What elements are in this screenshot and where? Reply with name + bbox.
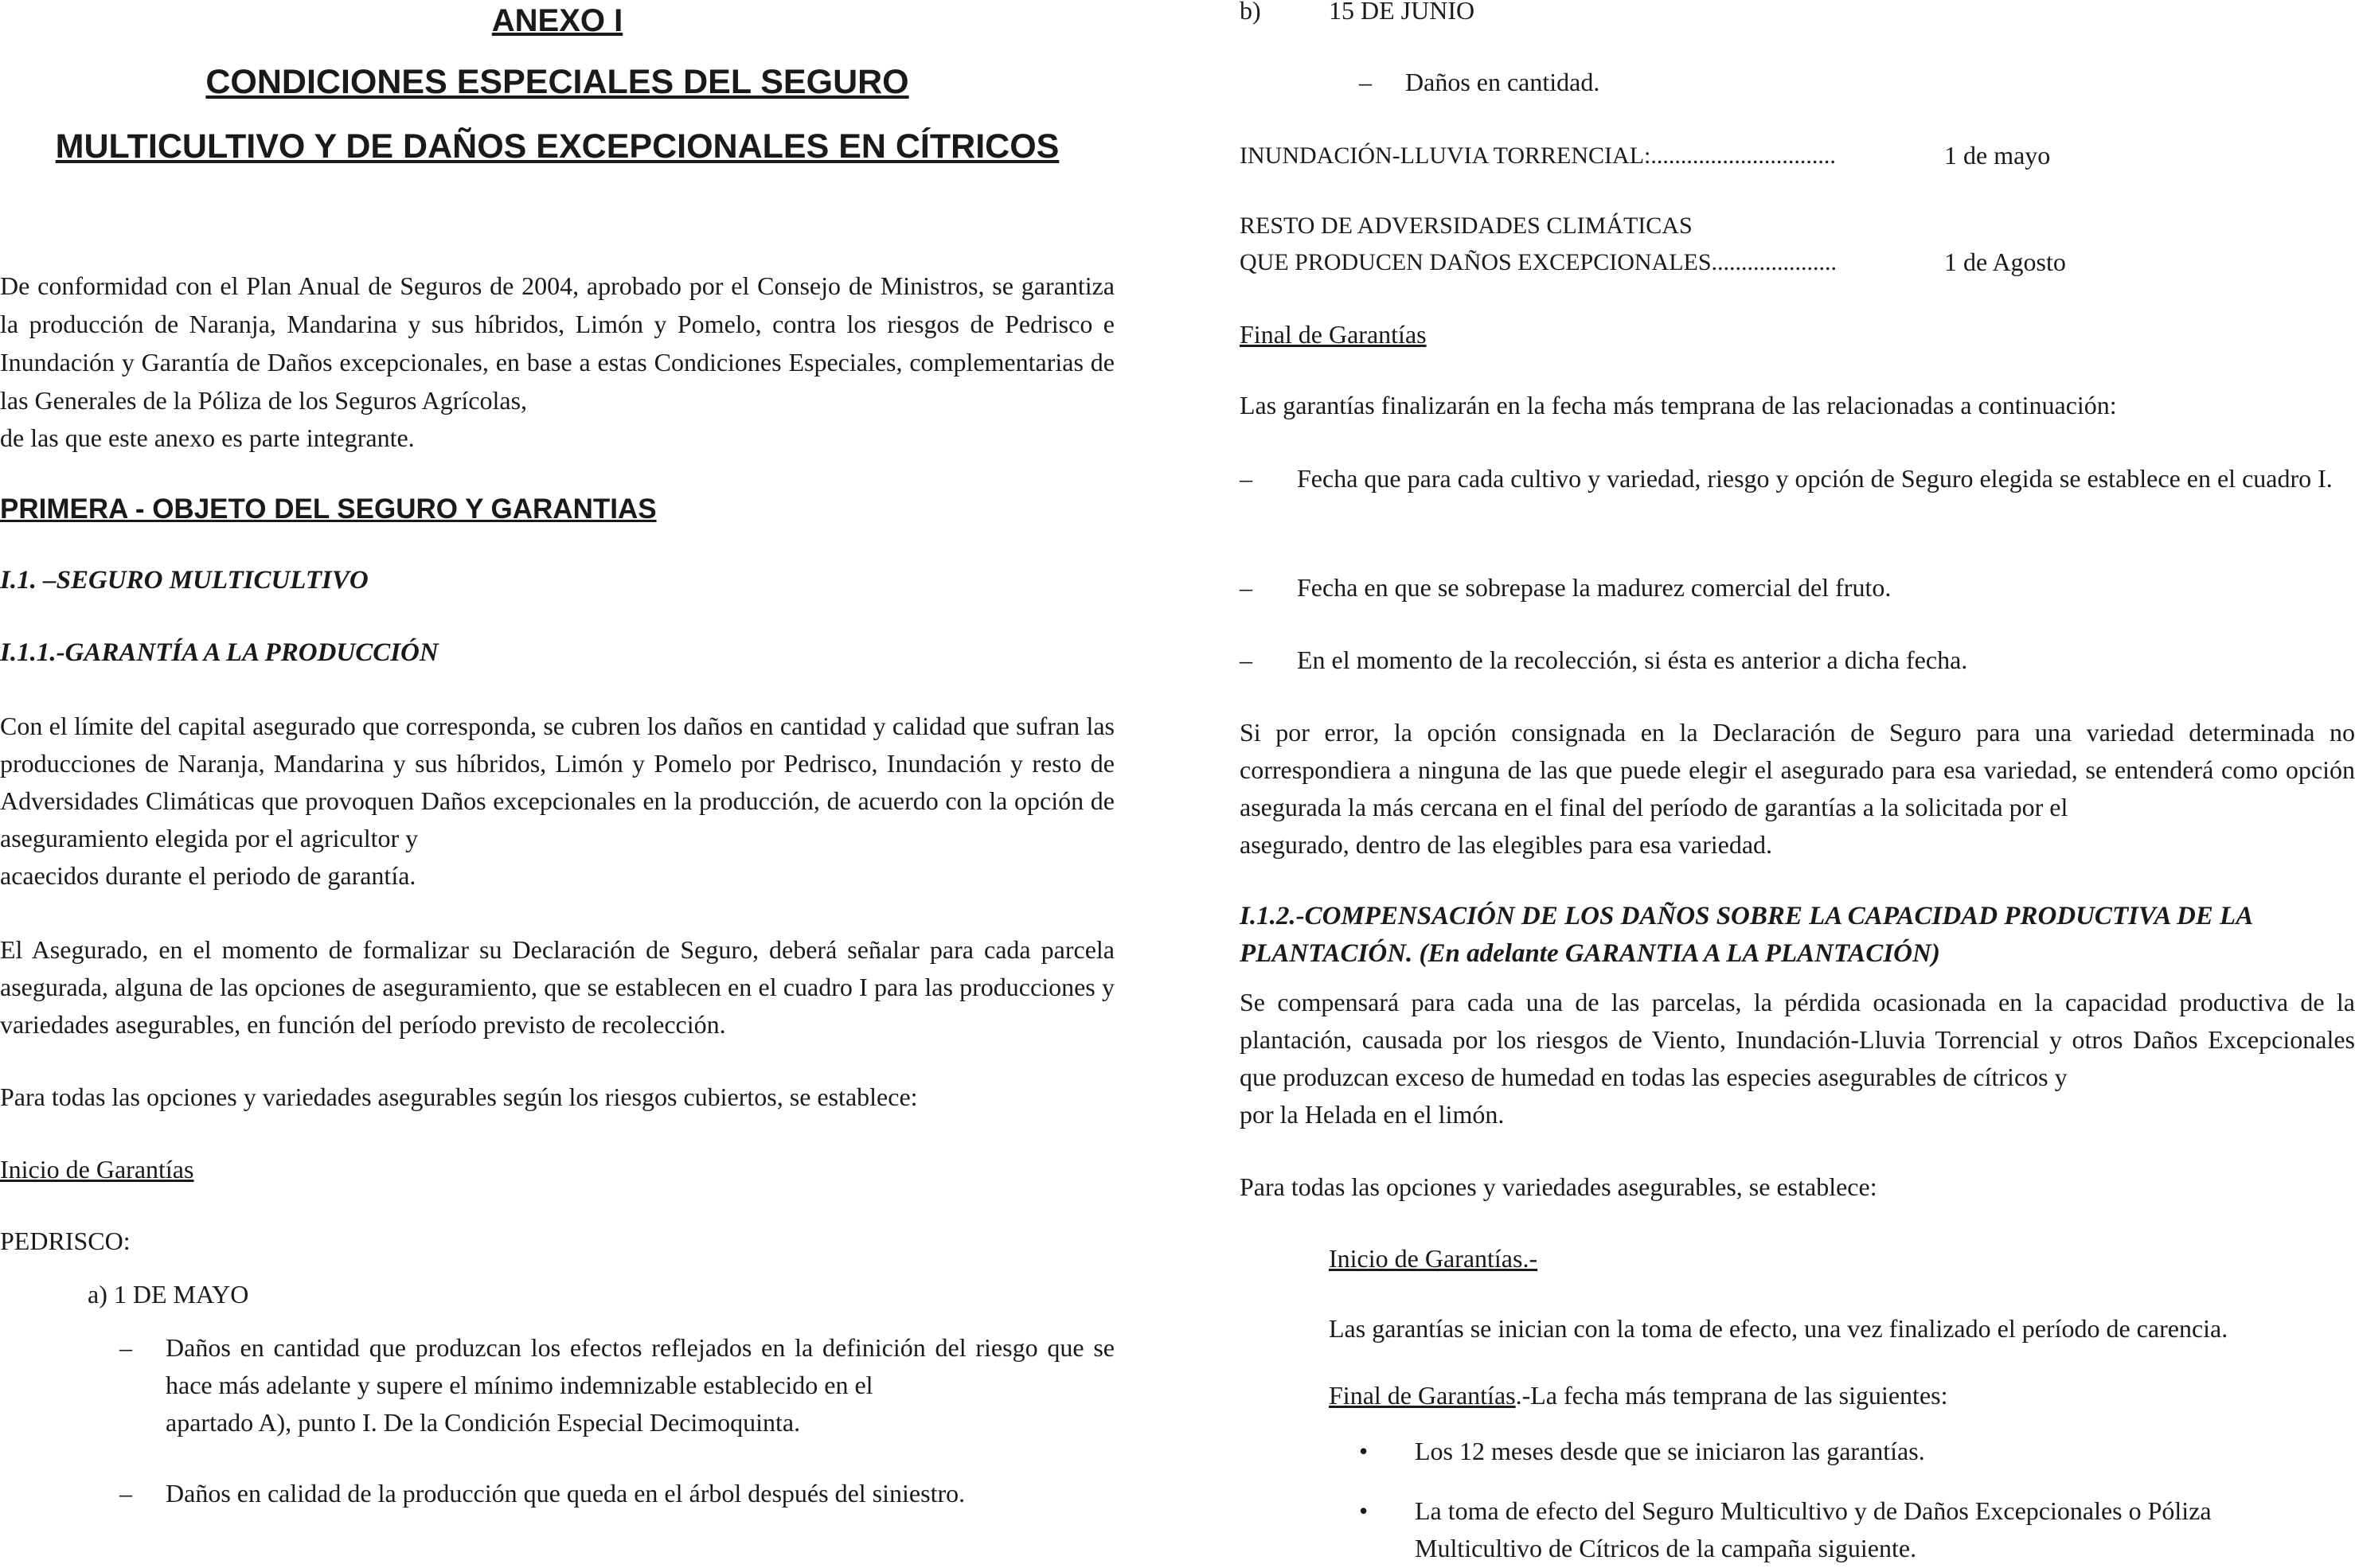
resto-adversidades-label-line-1: RESTO DE ADVERSIDADES CLIMÁTICAS xyxy=(1240,213,1693,239)
inundacion-label: INUNDACIÓN-LLUVIA TORRENCIAL:............................... xyxy=(1240,142,1836,169)
item-b-label: b) xyxy=(1240,0,1261,25)
bullet-toma-efecto: La toma de efecto del Seguro Multicultivo y de Daños Excepcionales o Póliza xyxy=(1415,1496,2212,1525)
item-a-damage-quantity-text: Daños en cantidad que produzcan los efectos reflejados en la definición del riesgo que se hace más adelante y supere el mínimo indemnizable establecido en el xyxy=(166,1333,1115,1399)
final-garantias-intro: Las garantías finalizarán en la fecha más temprana de las relacionadas a continuación: xyxy=(1240,391,2117,419)
dash-bullet: – xyxy=(119,1333,132,1362)
inundacion-date: 1 de mayo xyxy=(1944,141,2051,170)
inicio-garantias-plantacion-text: Las garantías se inician con la toma de efecto, una vez finalizado el período de carencia. xyxy=(1329,1314,2228,1343)
subsection-heading-compensacion: I.1.2.-COMPENSACIÓN DE LOS DAÑOS SOBRE LA CAPACIDAD PRODUCTIVA DE LA xyxy=(1240,902,2254,930)
item-a-damage-quality-text: Daños en calidad de la producción que queda en el árbol después del siniestro. xyxy=(166,1479,966,1508)
dash-bullet: – xyxy=(1240,464,1252,493)
dash-bullet: – xyxy=(1240,573,1252,602)
subsection-heading-seguro-multicultivo: I.1. –SEGURO MULTICULTIVO xyxy=(0,566,369,595)
final-item-madurez: Fecha en que se sobrepase la madurez comercial del fruto. xyxy=(1297,573,1892,602)
resto-adversidades-date: 1 de Agosto xyxy=(1944,248,2066,276)
inicio-garantias-heading: Inicio de Garantías xyxy=(0,1155,194,1184)
options-intro-text: Para todas las opciones y variedades asegurables según los riesgos cubiertos, se establece: xyxy=(0,1082,918,1111)
bullet-12-meses: Los 12 meses desde que se iniciaron las garantías. xyxy=(1415,1437,1925,1465)
annex-title: ANEXO I xyxy=(491,3,623,38)
bullet-toma-efecto-end: Multicultivo de Cítricos de la campaña siguiente. xyxy=(1415,1534,1917,1562)
final-garantias-heading: Final de Garantías xyxy=(1240,320,1427,349)
compensation-paragraph-end: por la Helada en el limón. xyxy=(1240,1100,1505,1129)
document-title-line-2: MULTICULTIVO Y DE DAÑOS EXCEPCIONALES EN CÍTRICOS xyxy=(55,127,1060,166)
subsection-heading-garantia-produccion: I.1.1.-GARANTÍA A LA PRODUCCIÓN xyxy=(0,638,439,667)
bullet-dot: • xyxy=(1359,1496,1369,1525)
error-option-paragraph: Si por error, la opción consignada en la Declaración de Seguro para una variedad determinada no correspondiera a ninguna de las que puede elegir el asegurado para esa variedad, se entenderá como opción asegurada la más cercana en el final del período de garantías a la solicitada por el xyxy=(1240,718,2355,821)
coverage-paragraph: Con el límite del capital asegurado que corresponda, se cubren los daños en cantidad y calidad que sufran las producciones de Naranja, Mandarina y sus híbridos, Limón y Pomelo por Pedrisco, Inundación y resto de Adversidades Climáticas que provoquen Daños excepcionales en la producción, de acuerdo con la opción de aseguramiento elegida por el agricultor y xyxy=(0,712,1115,852)
final-item-fecha-cuadro: Fecha que para cada cultivo y variedad, riesgo y opción de Seguro elegida se establece en el cuadro I. xyxy=(1297,464,2333,493)
subsection-heading-compensacion-end: PLANTACIÓN. (En adelante GARANTIA A LA PLANTACIÓN) xyxy=(1240,939,1940,968)
final-garantias-plantacion xyxy=(1329,1377,1947,1414)
final-garantias-plantacion-text: .-La fecha más temprana de las siguientes: xyxy=(1515,1381,1948,1410)
section-heading-primera: PRIMERA - OBJETO DEL SEGURO Y GARANTIAS xyxy=(0,493,657,525)
item-a-date: a) 1 DE MAYO xyxy=(88,1280,249,1309)
item-a-damage-quantity-text-end: apartado A), punto I. De la Condición Especial Decimoquinta. xyxy=(166,1408,801,1437)
item-b-damage-text: Daños en cantidad. xyxy=(1405,68,1600,96)
resto-adversidades-label-line-2: QUE PRODUCEN DAÑOS EXCEPCIONALES..................... xyxy=(1240,249,1838,275)
coverage-paragraph-end: acaecidos durante el periodo de garantía. xyxy=(0,861,416,890)
option-selection-paragraph: El Asegurado, en el momento de formalizar su Declaración de Seguro, deberá señalar para cada parcela asegurada, alguna de las opciones de aseguramiento, que se establecen en el cuadro I para las producciones y variedades asegurables, en función del período previsto de recolección. xyxy=(0,935,1115,1039)
inicio-garantias-plantacion-heading: Inicio de Garantías.- xyxy=(1329,1244,1538,1273)
error-option-paragraph-end: asegurado, dentro de las elegibles para esa variedad. xyxy=(1240,830,1773,859)
item-b-date: 15 DE JUNIO xyxy=(1329,0,1475,25)
intro-paragraph: De conformidad con el Plan Anual de Seguros de 2004, aprobado por el Consejo de Ministros, se garantiza la producción de Naranja, Mandarina y sus híbridos, Limón y Pomelo, contra los riesgos de Pedrisco e Inundación y Garantía de Daños excepcionales, en base a estas Condiciones Especiales, complementarias de las Generales de la Póliza de los Seguros Agrícolas, xyxy=(0,271,1115,415)
compensation-paragraph: Se compensará para cada una de las parcelas, la pérdida ocasionada en la capacidad productiva de la plantación, causada por los riesgos de Viento, Inundación-Lluvia Torrencial y otros Daños Excepcionales que produzcan exceso de humedad en todas las especies asegurables de cítricos y xyxy=(1240,988,2355,1091)
document-title-line-1: CONDICIONES ESPECIALES DEL SEGURO xyxy=(205,63,909,101)
dash-bullet: – xyxy=(1359,68,1372,96)
dash-bullet: – xyxy=(119,1479,132,1508)
pedrisco-label: PEDRISCO: xyxy=(0,1227,131,1255)
final-item-recoleccion: En el momento de la recolección, si ésta es anterior a dicha fecha. xyxy=(1297,646,1968,674)
plantation-options-intro: Para todas las opciones y variedades asegurables, se establece: xyxy=(1240,1172,1877,1201)
final-garantias-plantacion-heading: Final de Garantías xyxy=(1329,1381,1516,1410)
dash-bullet: – xyxy=(1240,646,1252,674)
intro-paragraph-end: de las que este anexo es parte integrante. xyxy=(0,423,415,452)
bullet-dot: • xyxy=(1359,1437,1369,1465)
